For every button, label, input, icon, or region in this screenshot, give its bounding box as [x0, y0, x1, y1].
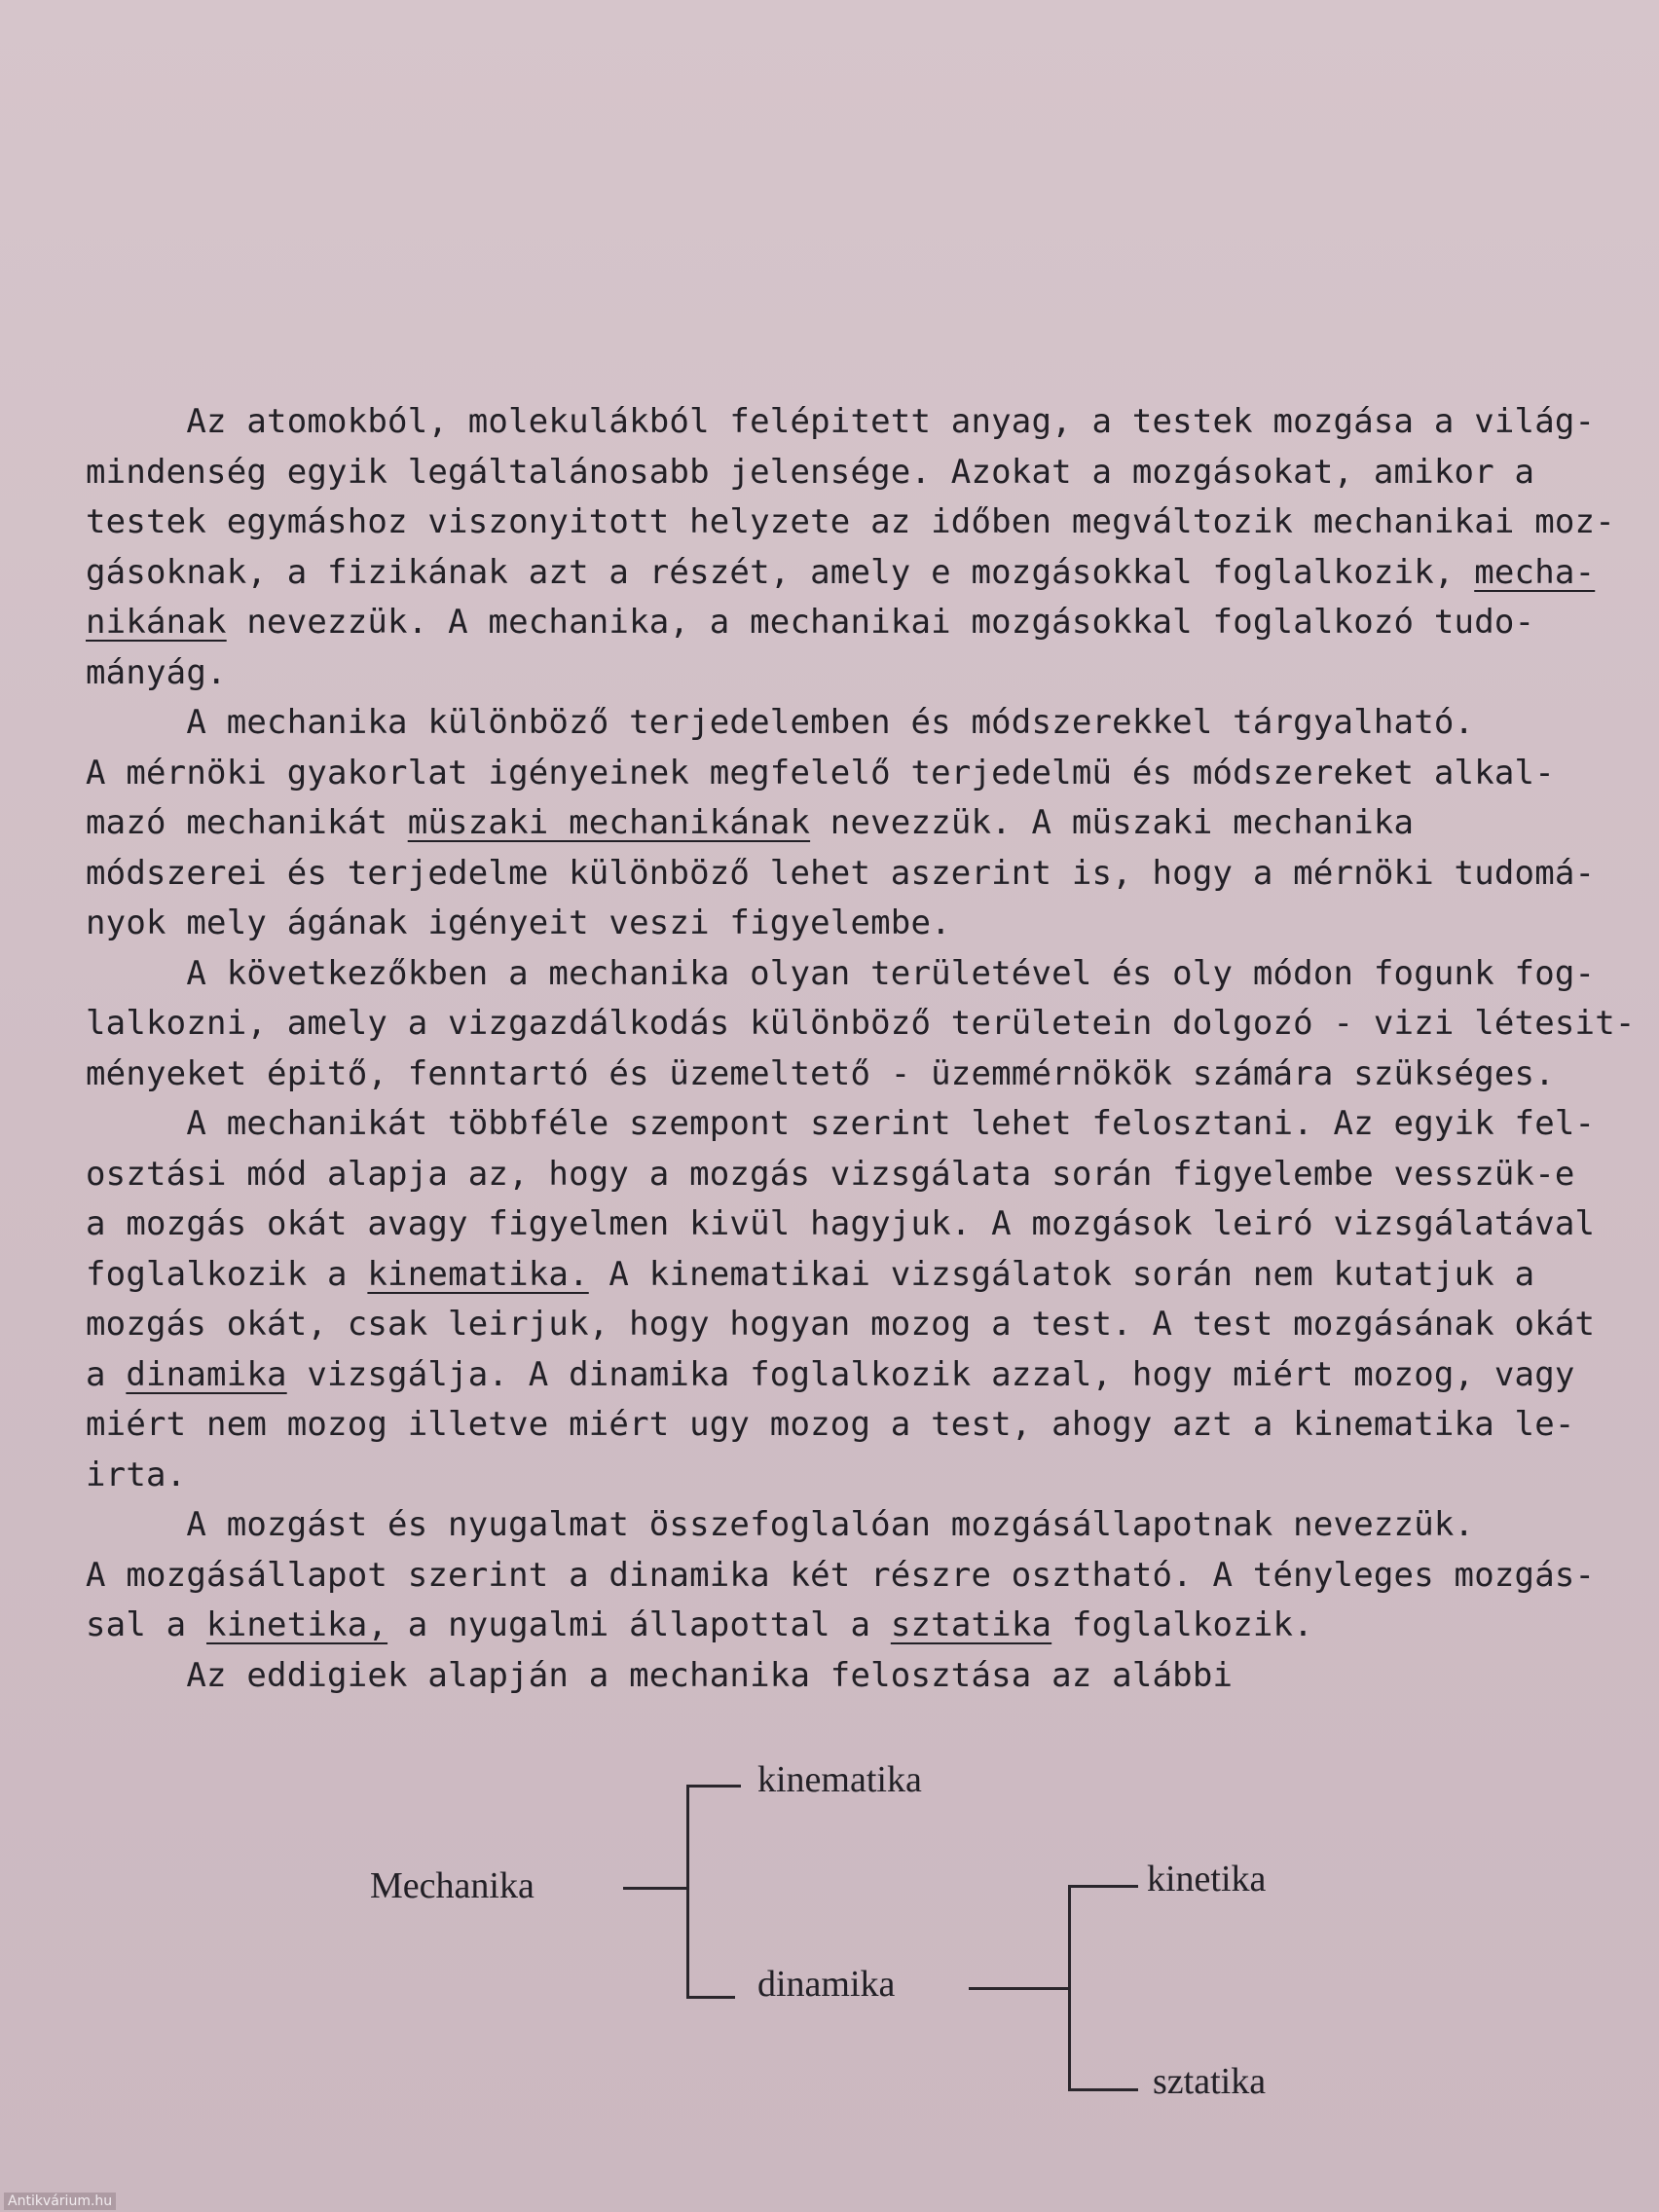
text-line: A mechanika különböző terjedelemben és módszerekkel tárgyalható. — [86, 703, 1475, 742]
text-segment: mazó mechanikát — [86, 803, 408, 842]
watermark: Antikvárium.hu — [4, 2193, 116, 2210]
diagram-node-kinematika: kinematika — [757, 1759, 922, 1800]
text-segment: sal a — [86, 1605, 207, 1644]
underlined-term: mecha- — [1474, 552, 1596, 592]
diagram-connector — [623, 1887, 689, 1890]
text-line: mányág. — [86, 652, 227, 692]
text-line — [86, 548, 1643, 599]
text-line: módszerei és terjedelme különböző lehet aszerint is, hogy a mérnöki tudomá- — [86, 853, 1596, 893]
diagram-connector — [1068, 1885, 1071, 2090]
text-segment: nevezzük. A mechanika, a mechanikai mozgásokkal foglalkozó tudo- — [226, 603, 1535, 642]
diagram-connector — [969, 1987, 1071, 1990]
underlined-term: sztatika — [890, 1605, 1052, 1644]
diagram-node-mechanika: Mechanika — [370, 1865, 535, 1906]
underlined-term: kinematika. — [367, 1254, 589, 1294]
text-line: A következőkben a mechanika olyan területével és oly módon fogunk fog- — [86, 953, 1596, 993]
text-line: irta. — [86, 1455, 187, 1494]
diagram-connector — [1068, 2088, 1138, 2091]
diagram-node-kinetika: kinetika — [1147, 1859, 1267, 1899]
text-line: mozgás okát, csak leirjuk, hogy hogyan mozog a test. A test mozgásának okát — [86, 1305, 1596, 1344]
text-line — [86, 1601, 1643, 1651]
text-line — [86, 598, 1643, 648]
underlined-term: nikának — [86, 603, 227, 642]
text-line: A mechanikát többféle szempont szerint lehet felosztani. Az egyik fel- — [86, 1104, 1596, 1143]
text-line: Az eddigiek alapján a mechanika felosztása az alábbi — [86, 1655, 1234, 1695]
diagram-node-sztatika: sztatika — [1153, 2061, 1267, 2102]
body-text — [86, 397, 1643, 1701]
text-line: osztási mód alapja az, hogy a mozgás vizsgálata során figyelembe vesszük-e — [86, 1154, 1575, 1194]
text-segment: foglalkozik. — [1051, 1605, 1313, 1644]
text-line — [86, 798, 1643, 849]
text-segment: a — [86, 1354, 127, 1394]
text-segment: foglalkozik a — [86, 1254, 368, 1294]
text-line — [86, 1250, 1643, 1301]
diagram-node-dinamika: dinamika — [757, 1964, 896, 2005]
diagram-connector — [1068, 1885, 1138, 1888]
text-segment: a nyugalmi állapottal a — [387, 1605, 891, 1644]
underlined-term: kinetika, — [206, 1605, 388, 1644]
text-line: mindenség egyik legáltalánosabb jelensége. Azokat a mozgásokat, amikor a — [86, 452, 1535, 492]
text-segment: vizsgálja. A dinamika foglalkozik azzal, hogy miért mozog, vagy — [286, 1354, 1575, 1394]
text-line: ményeket épitő, fenntartó és üzemeltető - üzemmérnökök számára szükséges. — [86, 1053, 1555, 1093]
text-segment: nevezzük. A müszaki mechanika — [810, 803, 1415, 842]
text-line: testek egymáshoz viszonyitott helyzete az időben megváltozik mechanikai moz- — [86, 502, 1615, 541]
text-line — [86, 1350, 1643, 1401]
text-segment: A kinematikai vizsgálatok során nem kutatjuk a — [588, 1254, 1535, 1294]
text-line: A mozgást és nyugalmat összefoglalóan mozgásállapotnak nevezzük. — [86, 1505, 1475, 1544]
diagram-connector — [686, 1785, 689, 1999]
text-line: Az atomokból, molekulákból felépitett anyag, a testek mozgása a világ- — [86, 402, 1596, 441]
text-line: lalkozni, amely a vizgazdálkodás különböző területein dolgozó - vizi létesit- — [86, 1004, 1636, 1043]
text-line: A mozgásállapot szerint a dinamika két részre osztható. A tényleges mozgás- — [86, 1555, 1596, 1595]
text-line: miért nem mozog illetve miért ugy mozog a test, ahogy azt a kinematika le- — [86, 1405, 1575, 1444]
underlined-term: müszaki mechanikának — [407, 803, 811, 842]
text-line: A mérnöki gyakorlat igényeinek megfelelő terjedelmü és módszereket alkal- — [86, 753, 1555, 793]
text-line: a mozgás okát avagy figyelmen kivül hagyjuk. A mozgások leiró vizsgálatával — [86, 1204, 1596, 1243]
text-segment: gásoknak, a fizikának azt a részét, amely e mozgásokkal foglalkozik, — [86, 552, 1475, 592]
diagram-connector — [686, 1785, 741, 1788]
text-line: nyok mely ágának igényeit veszi figyelembe. — [86, 903, 951, 942]
diagram-connector — [686, 1996, 735, 1999]
underlined-term: dinamika — [126, 1354, 287, 1394]
